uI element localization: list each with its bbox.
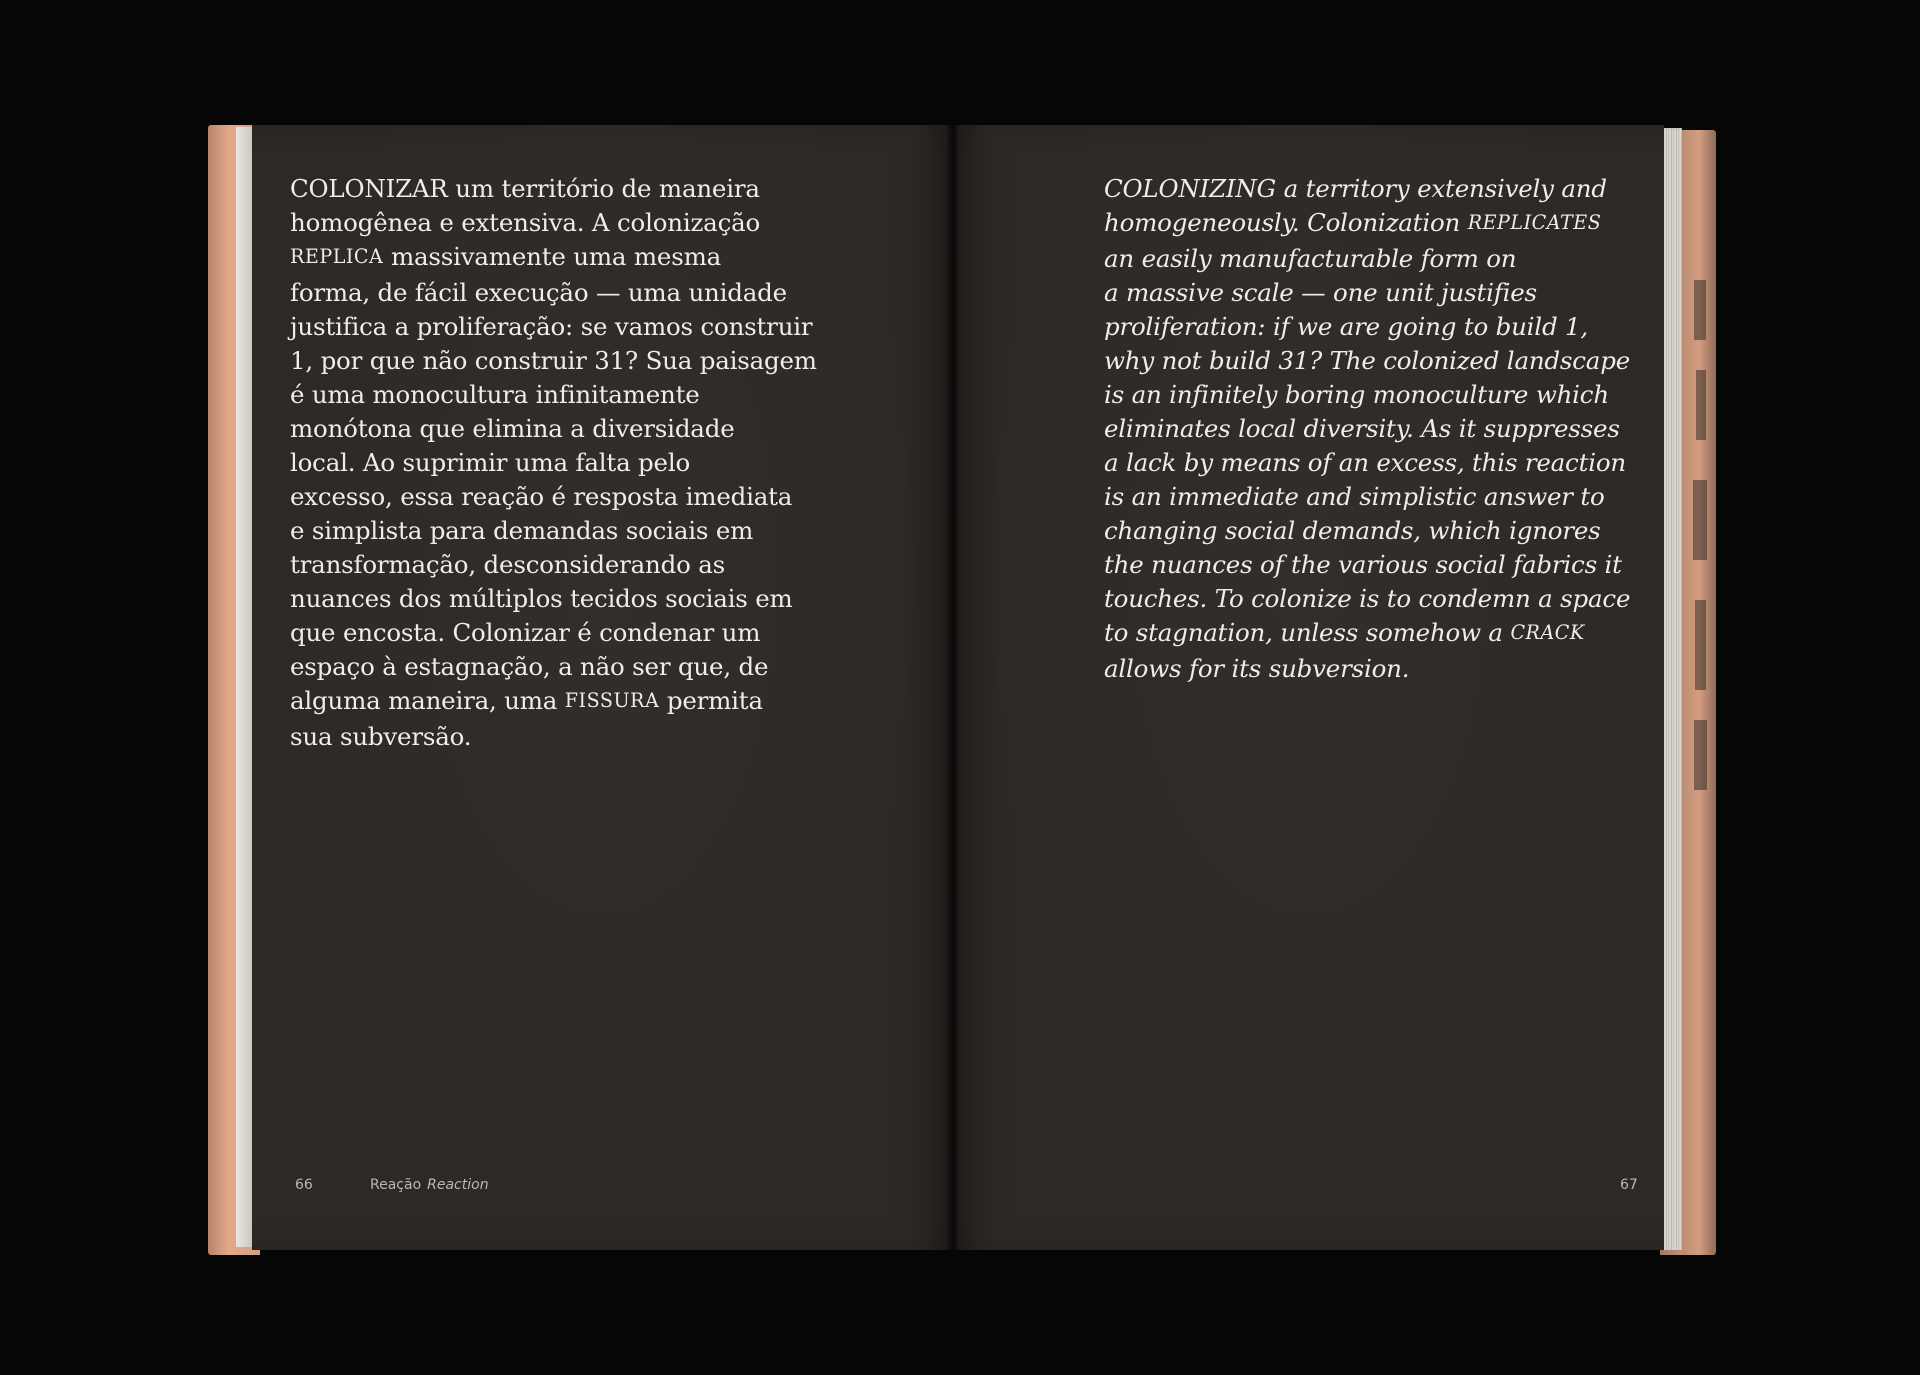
text-line: nuances dos múltiplos tecidos sociais em <box>290 584 793 613</box>
text-line: COLONIZAR um território de maneira <box>290 174 760 203</box>
text-line: a lack by means of an excess, this reaction <box>1104 448 1626 477</box>
text-line: COLONIZING a territory extensively and <box>1104 174 1607 203</box>
text-line <box>290 684 817 720</box>
text-segment: alguma maneira, uma <box>290 686 565 715</box>
text-line: espaço à estagnação, a não ser que, de <box>290 652 769 681</box>
text-line: homogênea e extensiva. A colonização <box>290 208 761 237</box>
text-line <box>1104 616 1630 652</box>
text-line: why not build 31? The colonized landscape <box>1104 346 1630 375</box>
text-line: touches. To colonize is to condemn a space <box>1104 584 1631 613</box>
text-segment: homogeneously. Colonization <box>1104 208 1468 237</box>
text-line: allows for its subversion. <box>1104 654 1410 683</box>
page-number-right: 67 <box>1620 1177 1638 1193</box>
keyword-small-caps: CRACK <box>1510 621 1585 644</box>
page-number-left: 66 <box>295 1177 313 1193</box>
text-line: local. Ao suprimir uma falta pelo <box>290 448 691 477</box>
text-line: eliminates local diversity. As it suppresses <box>1104 414 1620 443</box>
english-body-text <box>1104 172 1630 686</box>
keyword-small-caps: REPLICA <box>290 245 384 268</box>
text-line: a massive scale — one unit justifies <box>1104 278 1537 307</box>
text-line: excesso, essa reação é resposta imediata <box>290 482 793 511</box>
text-line: proliferation: if we are going to build 1, <box>1104 312 1588 341</box>
text-line: que encosta. Colonizar é condenar um <box>290 618 761 647</box>
text-line: 1, por que não construir 31? Sua paisagem <box>290 346 817 375</box>
text-segment: permita <box>659 686 763 715</box>
section-title-en: Reaction <box>427 1177 489 1193</box>
text-line <box>290 240 817 276</box>
text-line: é uma monocultura infinitamente <box>290 380 700 409</box>
text-line: justifica a proliferação: se vamos construir <box>290 312 813 341</box>
section-title-pt: Reação <box>370 1177 422 1193</box>
text-line: transformação, desconsiderando as <box>290 550 726 579</box>
text-segment: to stagnation, unless somehow a <box>1104 618 1511 647</box>
text-line: e simplista para demandas sociais em <box>290 516 754 545</box>
running-footer <box>370 1177 489 1193</box>
portuguese-body-text <box>290 172 817 754</box>
text-line: an easily manufacturable form on <box>1104 244 1517 273</box>
text-line: forma, de fácil execução — uma unidade <box>290 278 787 307</box>
text-line: sua subversão. <box>290 722 472 751</box>
text-line: is an infinitely boring monoculture which <box>1104 380 1609 409</box>
text-line: the nuances of the various social fabrics it <box>1104 550 1622 579</box>
text-segment: massivamente uma mesma <box>383 242 722 271</box>
text-line: monótona que elimina a diversidade <box>290 414 735 443</box>
text-line: changing social demands, which ignores <box>1104 516 1601 545</box>
book-gutter <box>946 125 960 1250</box>
keyword-small-caps: REPLICATES <box>1467 211 1602 234</box>
keyword-small-caps: FISSURA <box>564 689 660 712</box>
cover-print-marks <box>1690 280 1712 800</box>
text-line <box>1104 206 1630 242</box>
text-line: is an immediate and simplistic answer to <box>1104 482 1605 511</box>
